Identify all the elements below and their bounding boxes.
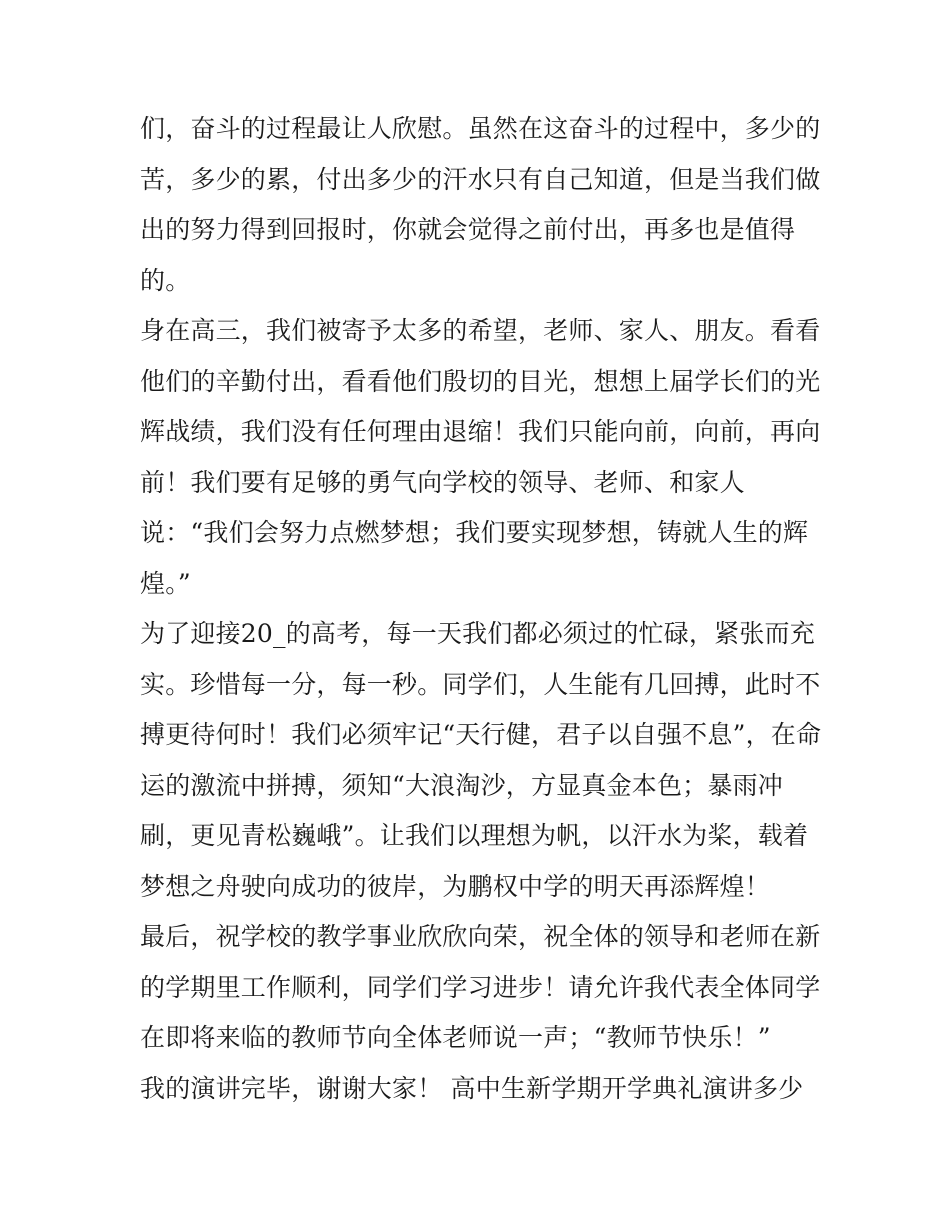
text-line: 苦，多少的累，付出多少的汗水只有自己知道，但是当我们做 <box>140 164 821 194</box>
text-line: 实。珍惜每一分，每一秒。同学们，人生能有几回搏，此时不 <box>140 669 821 699</box>
text-line: 我的演讲完毕，谢谢大家！ 高中生新学期开学典礼演讲多少 <box>140 1073 804 1103</box>
text-line: 辉战绩，我们没有任何理由退缩！我们只能向前，向前，再向 <box>140 417 821 446</box>
text-line: 的。 <box>140 265 191 295</box>
text-line: 在即将来临的教师节向全体老师说一声；“教师节快乐！” <box>140 1023 771 1052</box>
text-line: 为了迎接20_的高考，每一天我们都必须过的忙碌，紧张而充 <box>140 619 815 648</box>
text-line: 说：“我们会努力点燃梦想；我们要实现梦想，铸就人生的辉 <box>140 518 809 547</box>
text-line: 他们的辛勤付出，看看他们殷切的目光，想想上届学长们的光 <box>140 366 821 396</box>
text-line: 出的努力得到回报时，你就会觉得之前付出，再多也是值得 <box>140 215 796 244</box>
text-line: 身在高三，我们被寄予太多的希望，老师、家人、朋友。看看 <box>140 316 821 345</box>
document-body <box>140 104 820 1114</box>
text-line: 最后，祝学校的教学事业欣欣向荣，祝全体的领导和老师在新 <box>140 922 821 951</box>
text-line: 前！我们要有足够的勇气向学校的领导、老师、和家人 <box>140 467 745 497</box>
text-line: 运的激流中拼搏，须知“大浪淘沙，方显真金本色；暴雨冲 <box>140 770 783 800</box>
text-line: 刷，更见青松巍峨”。让我们以理想为帆，以汗水为桨，载着 <box>140 821 809 850</box>
text-line: 梦想之舟驶向成功的彼岸，为鹏权中学的明天再添辉煌！ <box>140 871 771 901</box>
text-line: 煌。” <box>140 568 191 598</box>
text-line: 搏更待何时！我们必须牢记“天行健，君子以自强不息”，在命 <box>140 720 822 749</box>
text-line: 们，奋斗的过程最让人欣慰。虽然在这奋斗的过程中，多少的 <box>140 114 821 143</box>
text-line: 的学期里工作顺利，同学们学习进步！请允许我代表全体同学 <box>140 972 821 1002</box>
